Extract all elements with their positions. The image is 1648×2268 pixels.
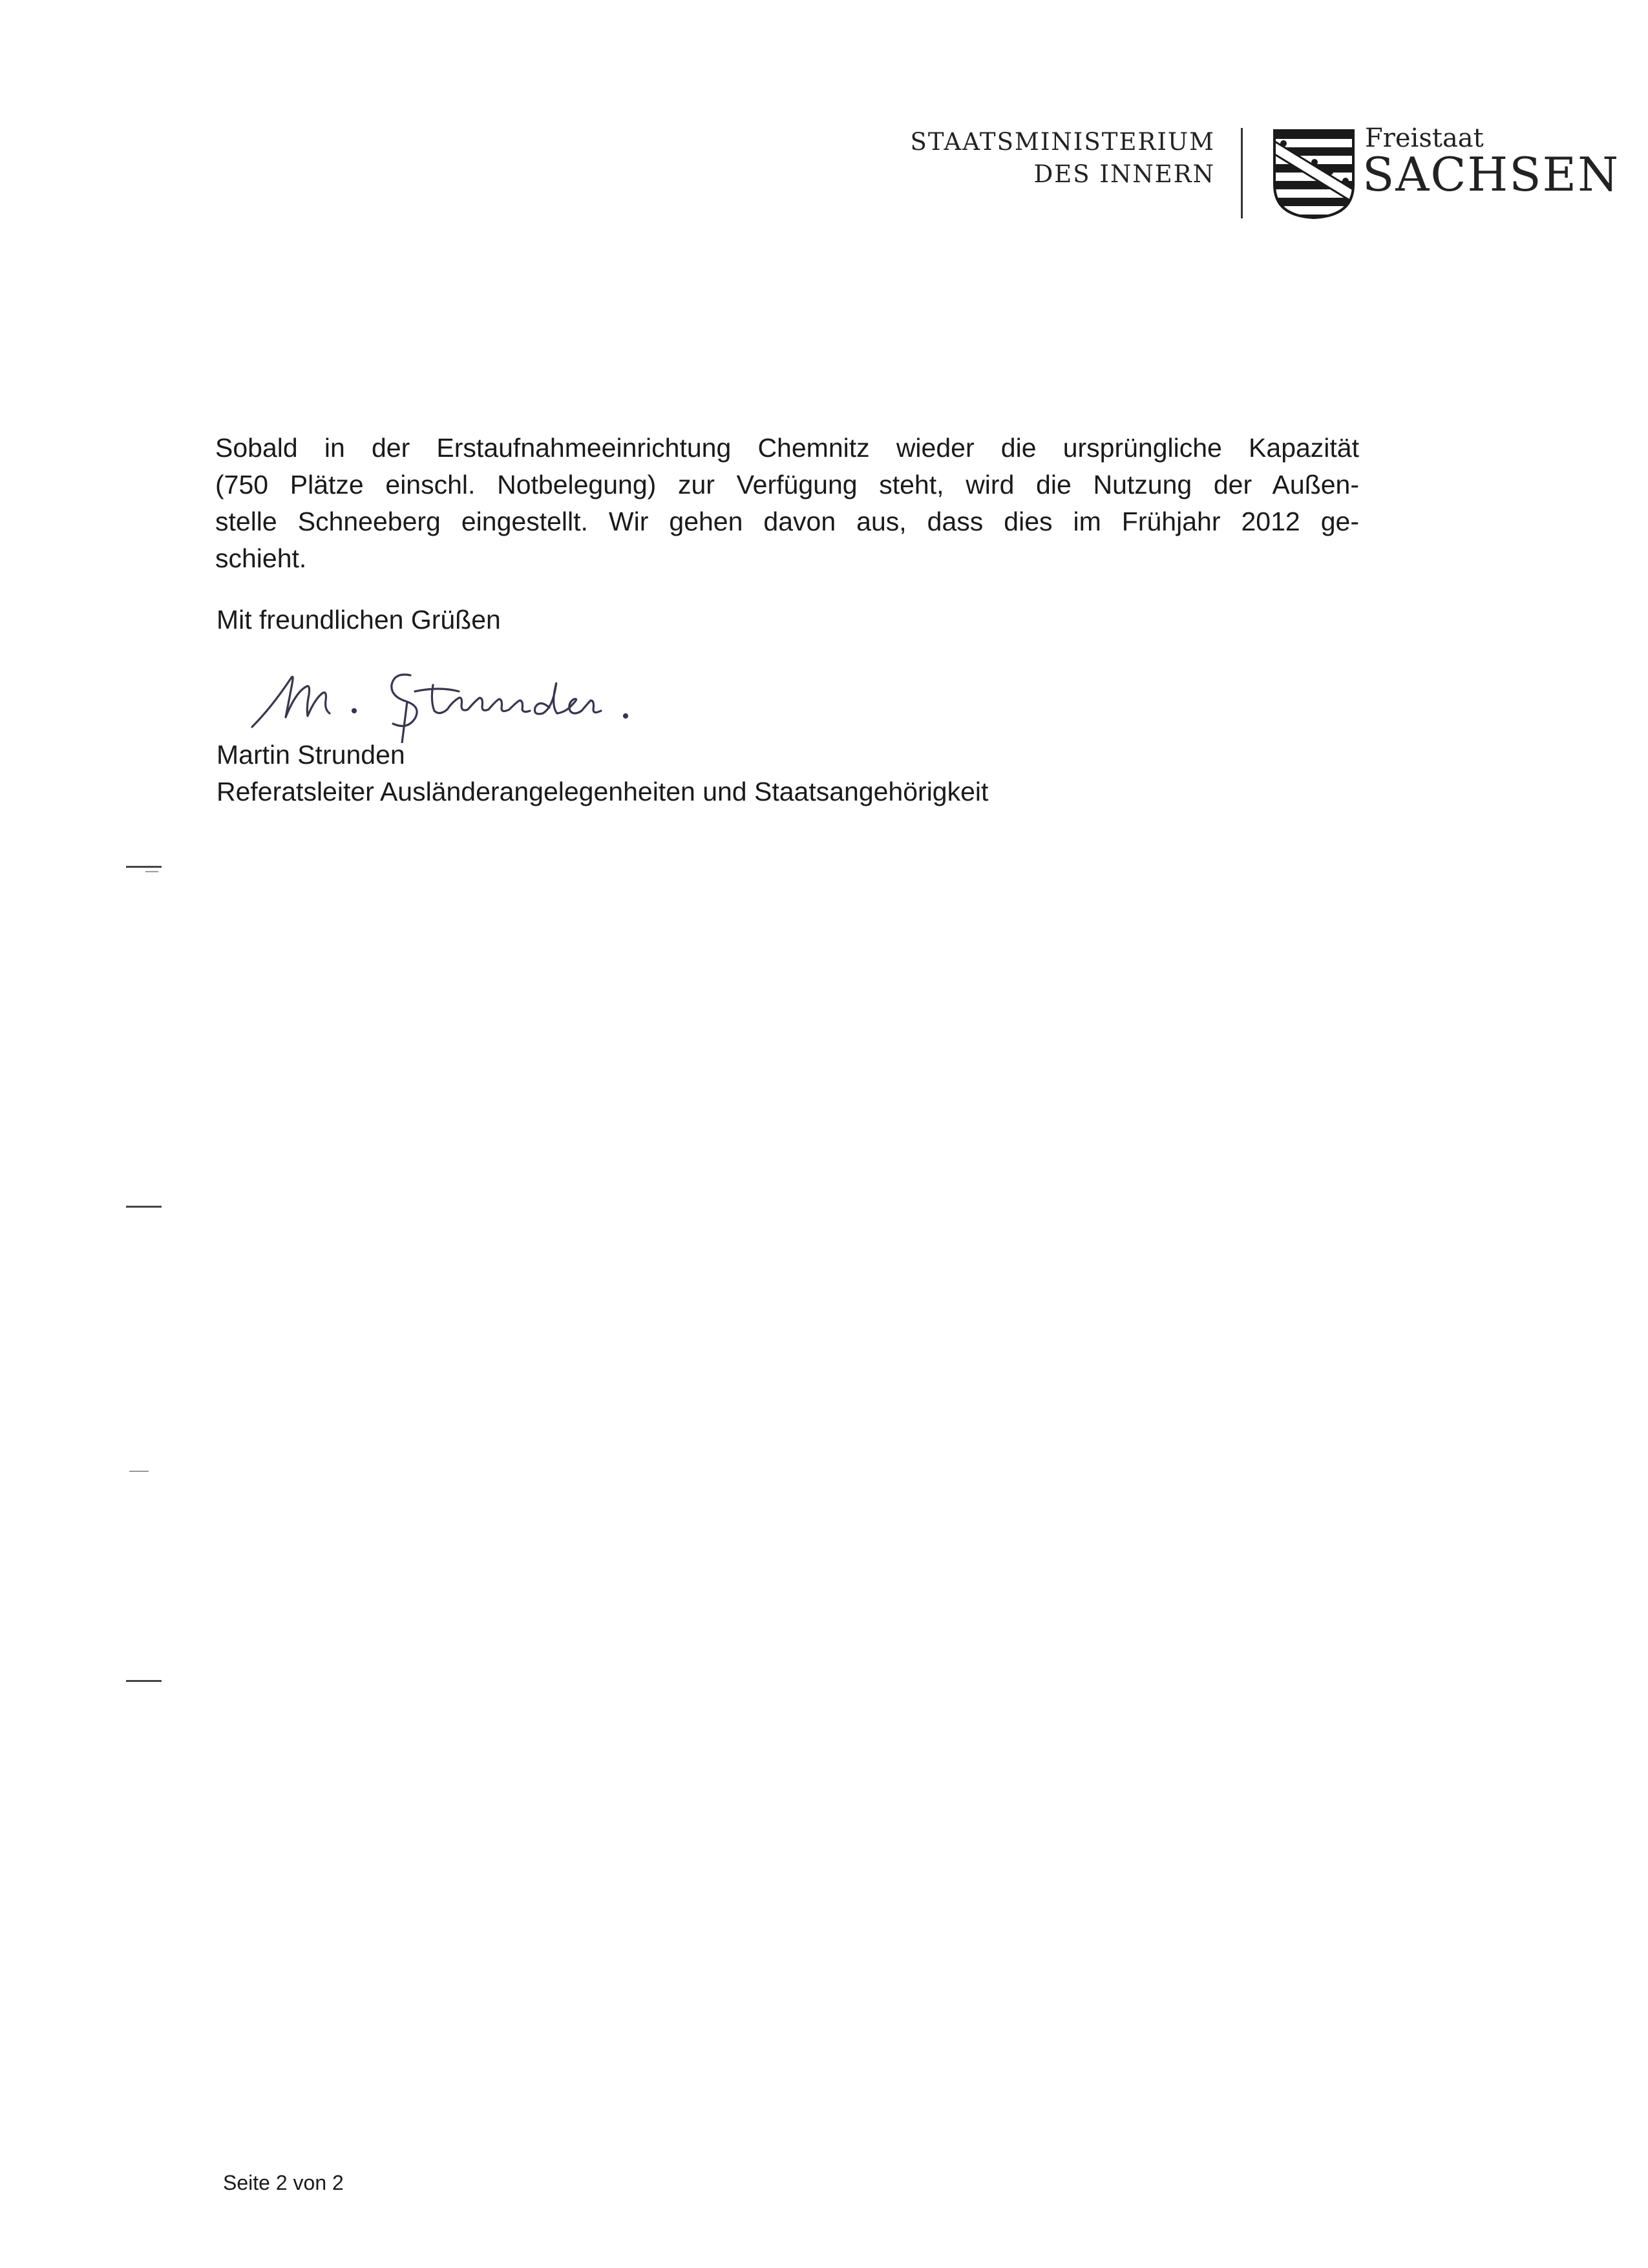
body-line: Sobald in der Erstaufnahmeeinrichtung Chemnitz wieder die ursprüngliche Kapazität [215,433,1359,463]
ministry-name [840,126,1215,191]
body-paragraph [215,430,1359,577]
body-line: stelle Schneeberg eingestellt. Wir gehen davon aus, dass dies im Frühjahr 2012 ge- [215,507,1359,536]
saxony-coat-of-arms-icon [1272,128,1356,220]
scan-artifact [145,871,158,872]
body-line: (750 Plätze einschl. Notbelegung) zur Verfügung steht, wird die Nutzung der Außen- [215,470,1359,499]
fold-mark [126,1680,162,1682]
fold-mark [126,866,162,868]
state-label-big: SACHSEN [1362,147,1620,202]
punch-mark [129,1471,149,1472]
body-line: schieht. [215,543,307,573]
closing-greeting: Mit freundlichen Grüßen [217,605,501,635]
handwritten-signature [246,646,763,743]
signer-role: Referatsleiter Ausländerangelegenheiten und Staatsangehörigkeit [217,777,989,806]
signer-name: Martin Strunden [217,740,405,770]
fold-mark [126,1206,162,1208]
ministry-line-1: STAATSMINISTERIUM [910,128,1215,156]
letterhead-divider [1241,128,1243,218]
state-label-small: Freistaat [1365,123,1484,153]
page-number: Seite 2 von 2 [223,2171,344,2194]
ministry-line-2: DES INNERN [1033,160,1215,188]
